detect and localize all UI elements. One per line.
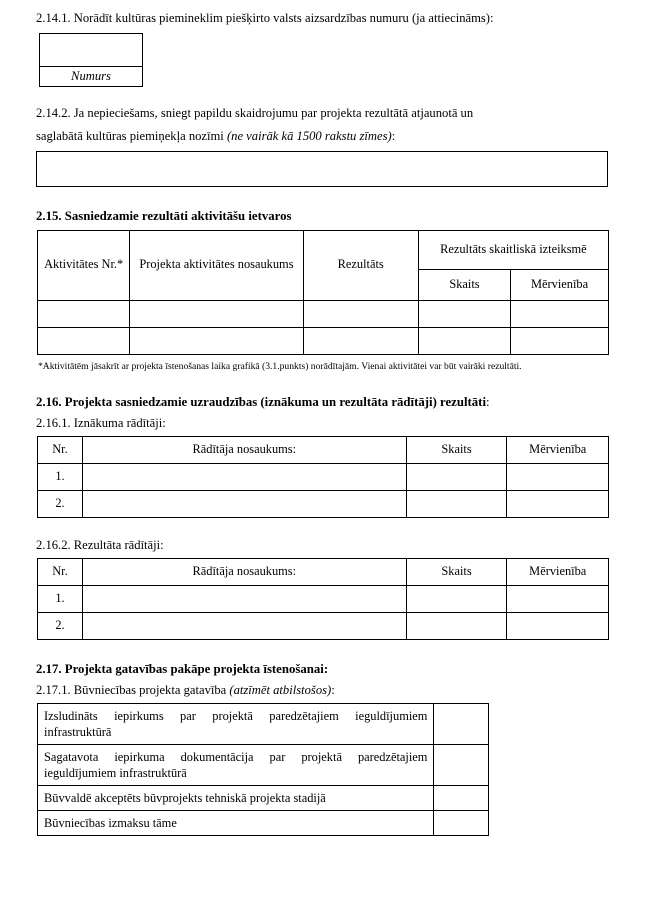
question-2-14-2-line2-italic: (ne vairāk kā 1500 rakstu zīmes)	[226, 128, 392, 143]
question-2-14-1-text: 2.14.1. Norādīt kultūras piemineklim piešķirto valsts aizsardzības numuru (ja attiecināms):	[36, 11, 494, 25]
section-2-16-1-label: 2.16.1. Iznākuma rādītāji:	[36, 415, 166, 430]
explanation-textarea[interactable]	[36, 151, 608, 187]
checklist-item-checkbox[interactable]	[434, 786, 489, 811]
cell-activity-no[interactable]	[38, 300, 130, 327]
section-2-17-1-label	[36, 683, 609, 698]
table-row	[38, 463, 609, 490]
header-unit: Mērvienība	[511, 269, 609, 300]
cell-count[interactable]	[406, 490, 507, 517]
table-header-row	[38, 230, 609, 269]
section-2-17-1-label-end: :	[331, 682, 335, 697]
cell-result[interactable]	[303, 300, 418, 327]
checklist-item-label: Izsludināts iepirkums par projektā paredzētajiem ieguldījumiem infrastruktūrā	[38, 703, 434, 744]
rezultata-indicators-table	[37, 558, 609, 640]
table-row	[38, 703, 489, 744]
header-count: Skaits	[406, 436, 507, 463]
question-2-14-2-line2-plain: saglabātā kultūras piemiņekļa nozīmi	[36, 128, 227, 143]
cell-count[interactable]	[406, 463, 507, 490]
section-2-15-footnote: *Aktivitātēm jāsakrīt ar projekta īstenošanas laika grafikā (3.1.punkts) norādītajām. Vienai aktivitātei var būt vairāki rezultāti.	[38, 360, 522, 372]
cell-count[interactable]	[406, 585, 507, 612]
table-header-row	[38, 436, 609, 463]
checklist-item-checkbox[interactable]	[434, 811, 489, 836]
header-nr: Nr.	[38, 558, 83, 585]
table-row	[38, 786, 489, 811]
numurs-input[interactable]	[39, 33, 143, 67]
numurs-field-group	[39, 33, 609, 87]
cell-unit[interactable]	[507, 585, 609, 612]
section-2-16-heading-tail: :	[486, 394, 490, 409]
table-row	[38, 744, 489, 785]
cell-activity-name[interactable]	[130, 300, 303, 327]
cell-unit[interactable]	[511, 300, 609, 327]
cell-unit[interactable]	[511, 327, 609, 354]
header-unit: Mērvienība	[507, 436, 609, 463]
readiness-checklist-table	[37, 703, 489, 837]
question-2-14-2-line1: 2.14.2. Ja nepieciešams, sniegt papildu skaidrojumu par projekta rezultātā atjaunotā un	[36, 105, 474, 120]
cell-indicator-name[interactable]	[82, 463, 406, 490]
cell-nr: 1.	[38, 585, 83, 612]
table-row	[38, 327, 609, 354]
header-activity-no: Aktivitātes Nr.*	[38, 230, 130, 300]
header-unit: Mērvienība	[507, 558, 609, 585]
cell-indicator-name[interactable]	[82, 612, 406, 639]
header-indicator-name: Rādītāja nosaukums:	[82, 558, 406, 585]
cell-nr: 2.	[38, 612, 83, 639]
checklist-item-checkbox[interactable]	[434, 703, 489, 744]
cell-result[interactable]	[303, 327, 418, 354]
header-result: Rezultāts	[303, 230, 418, 300]
header-count: Skaits	[418, 269, 510, 300]
section-2-16-2-label: 2.16.2. Rezultāta rādītāji:	[36, 537, 164, 552]
cell-unit[interactable]	[507, 463, 609, 490]
table-row	[38, 585, 609, 612]
cell-activity-name[interactable]	[130, 327, 303, 354]
table-row	[38, 811, 489, 836]
table-row	[38, 490, 609, 517]
iznakuma-indicators-table	[37, 436, 609, 518]
header-result-numeric: Rezultāts skaitliskā izteiksmē	[418, 230, 608, 269]
cell-nr: 2.	[38, 490, 83, 517]
table-row	[38, 612, 609, 639]
checklist-item-label: Būvvaldē akceptēts būvprojekts tehniskā projekta stadijā	[38, 786, 434, 811]
checklist-item-label: Sagatavota iepirkuma dokumentācija par projektā paredzētajiem ieguldījumiem infrastruktūrā	[38, 744, 434, 785]
header-nr: Nr.	[38, 436, 83, 463]
section-2-17-1-label-italic: (atzīmēt atbilstošos)	[229, 682, 332, 697]
question-2-14-2-line2	[36, 128, 609, 145]
results-per-activity-table	[37, 230, 609, 355]
header-activity-name: Projekta aktivitātes nosaukums	[130, 230, 303, 300]
numurs-label: Numurs	[39, 67, 143, 87]
cell-count[interactable]	[418, 300, 510, 327]
section-2-15-heading: 2.15. Sasniedzamie rezultāti aktivitāšu ietvaros	[36, 208, 292, 223]
cell-indicator-name[interactable]	[82, 585, 406, 612]
cell-activity-no[interactable]	[38, 327, 130, 354]
cell-unit[interactable]	[507, 612, 609, 639]
section-2-17-1-label-plain: 2.17.1. Būvniecības projekta gatavība	[36, 682, 230, 697]
cell-indicator-name[interactable]	[82, 490, 406, 517]
cell-unit[interactable]	[507, 490, 609, 517]
checklist-item-checkbox[interactable]	[434, 744, 489, 785]
table-row	[38, 300, 609, 327]
header-indicator-name: Rādītāja nosaukums:	[82, 436, 406, 463]
cell-count[interactable]	[406, 612, 507, 639]
section-2-17-heading: 2.17. Projekta gatavības pakāpe projekta īstenošanai:	[36, 661, 329, 676]
cell-nr: 1.	[38, 463, 83, 490]
question-2-14-2-line2-end: :	[391, 128, 396, 143]
section-2-16-heading	[36, 395, 609, 410]
cell-count[interactable]	[418, 327, 510, 354]
header-count: Skaits	[406, 558, 507, 585]
checklist-item-label: Būvniecības izmaksu tāme	[38, 811, 434, 836]
section-2-16-heading-bold: 2.16. Projekta sasniedzamie uzraudzības (iznākuma un rezultāta rādītāji) rezultāti	[36, 394, 486, 409]
table-header-row	[38, 558, 609, 585]
